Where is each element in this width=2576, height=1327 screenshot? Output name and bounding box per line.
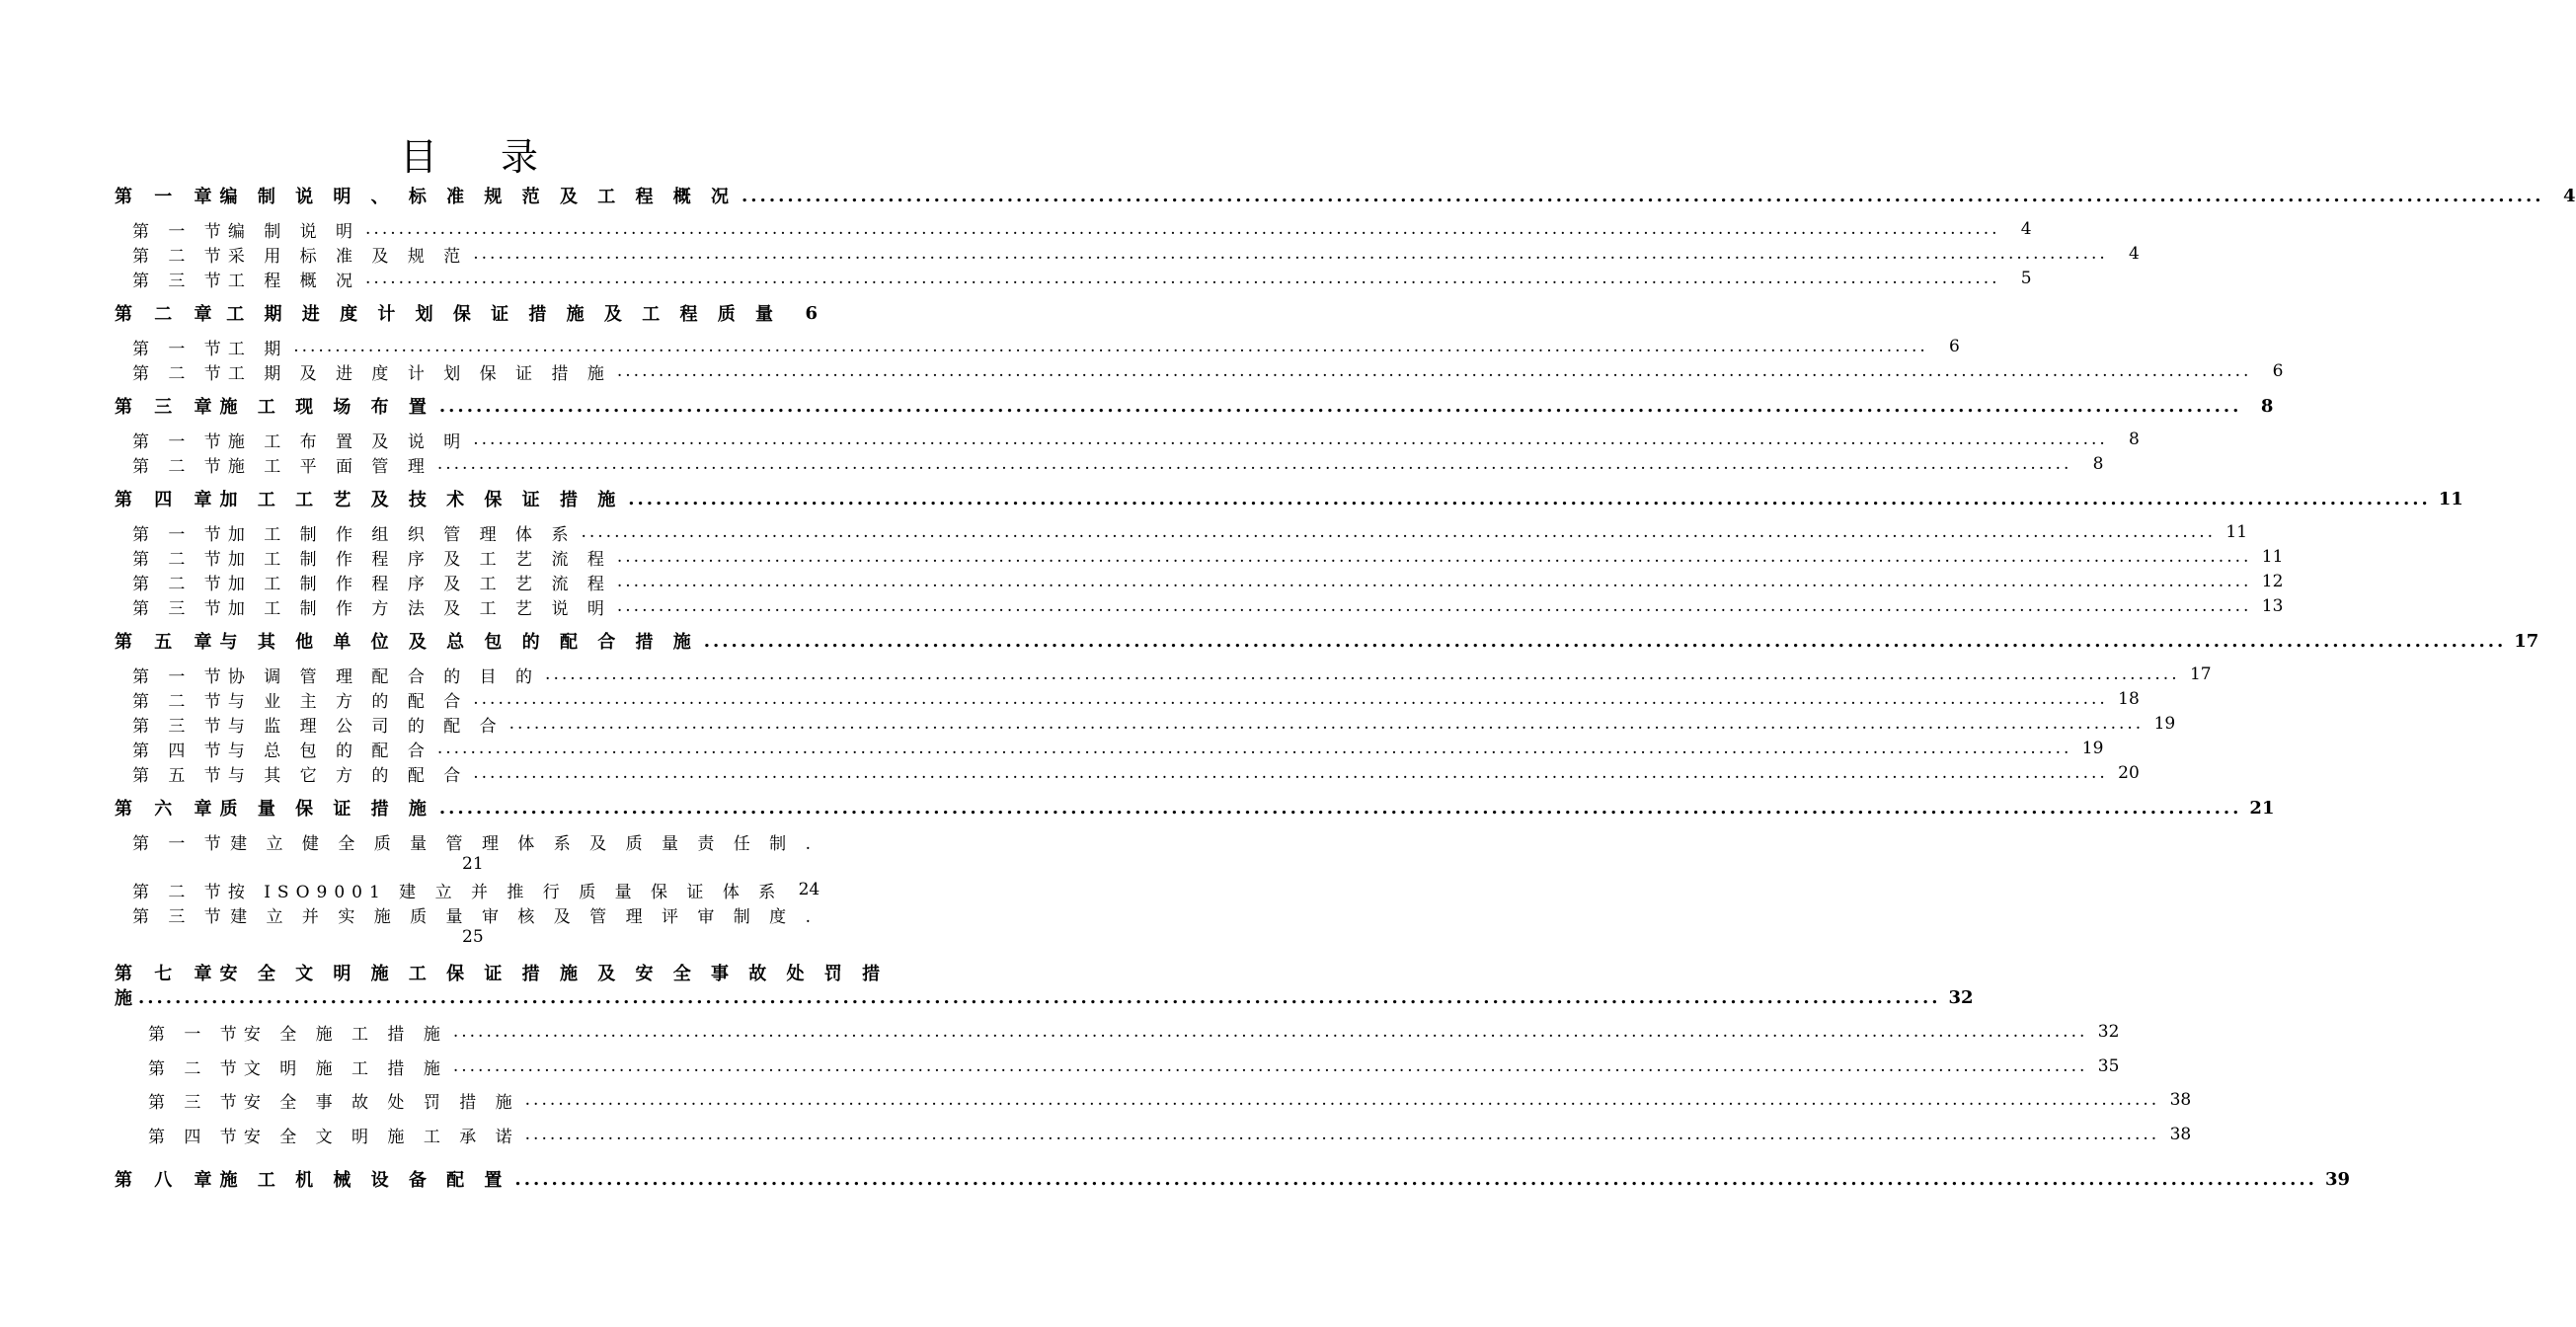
toc-entry-page: 11 — [2438, 488, 2463, 509]
toc-entry-title: 加 工 工 艺 及 技 术 保 证 措 施 — [219, 490, 623, 510]
toc-entry-page: 13 — [2261, 596, 2284, 616]
toc-chapter-entry[interactable] — [115, 795, 2275, 820]
toc-entry-page: 39 — [2324, 1168, 2351, 1190]
toc-section-entry[interactable] — [130, 1054, 2120, 1079]
toc-section-entry[interactable] — [115, 216, 2032, 242]
toc-section-entry[interactable] — [115, 593, 2284, 619]
toc-leader-dots — [473, 244, 2108, 264]
toc-entry-title: 与 业 主 方 的 配 合 — [227, 691, 468, 712]
toc-chapter-entry[interactable] — [115, 183, 2576, 208]
toc-section-entry[interactable] — [115, 266, 2032, 291]
toc-leader-dots — [617, 572, 2252, 591]
toc-entry-page: 38 — [2169, 1090, 2192, 1110]
toc-entry-page: 38 — [2169, 1125, 2192, 1144]
toc-entry-page: 17 — [2189, 664, 2212, 684]
toc-entry-number: 第 三 节 — [132, 906, 228, 927]
toc-entry-number: 第 二 节 — [132, 363, 228, 384]
toc-entry-page: 19 — [2153, 714, 2176, 734]
toc-section-entry[interactable] — [115, 569, 2284, 594]
toc-entry-title: 安 全 施 工 措 施 — [243, 1024, 447, 1045]
toc-section-entry[interactable] — [115, 358, 2284, 384]
toc-entry-number: 第 三 章 — [115, 397, 220, 418]
toc-entry-number: 第 一 章 — [115, 187, 220, 207]
toc-leader-dots — [437, 739, 2072, 758]
toc-entry-page: 17 — [2514, 630, 2539, 652]
toc-entry-title: 协 调 管 理 配 合 的 目 的 — [227, 666, 540, 687]
toc-entry-title: 安 全 文 明 施 工 承 诺 — [243, 1127, 519, 1147]
toc-section-entry[interactable] — [115, 760, 2140, 786]
toc-entry-title-continued: 施 — [115, 988, 132, 1009]
toc-leader-dots — [617, 596, 2252, 616]
toc-leader-dots — [525, 1125, 2160, 1144]
toc-section-entry[interactable] — [115, 686, 2140, 712]
toc-entry-page: 35 — [2097, 1056, 2120, 1076]
toc-entry-page: 21 — [2249, 797, 2275, 819]
toc-entry-page: 4 — [2020, 219, 2032, 239]
toc-entry-title: 按 ISO9001 建 立 并 推 行 质 量 保 证 体 系 — [227, 882, 783, 902]
toc-leader-dots — [514, 1169, 2317, 1190]
toc-entry-page: 18 — [2118, 689, 2140, 709]
toc-entry-page: 6 — [805, 302, 818, 324]
toc-leader-dots — [742, 186, 2544, 206]
toc-entry-title: 施 工 现 场 布 置 — [219, 397, 433, 418]
toc-entry-number: 第 五 节 — [132, 765, 228, 786]
toc-chapter-entry[interactable] — [115, 1166, 2351, 1192]
toc-title-right: 录 — [501, 135, 539, 179]
toc-section-entry[interactable] — [115, 241, 2140, 267]
toc-section-entry[interactable] — [115, 877, 818, 902]
toc-leader-dots — [581, 522, 2216, 542]
toc-entry-page: 8 — [2092, 454, 2104, 474]
toc-entry-page: 24 — [798, 880, 820, 899]
toc-entry-number: 第 二 节 — [132, 574, 228, 594]
toc-entry-title: 加 工 制 作 程 序 及 工 艺 流 程 — [227, 574, 611, 594]
toc-entry-title: 文 明 施 工 措 施 — [243, 1058, 447, 1079]
toc-entry-page: 4 — [2128, 244, 2140, 264]
toc-entry-number: 第 二 节 — [132, 456, 228, 477]
toc-section-entry[interactable] — [115, 711, 2176, 737]
toc-entry-page: 25 — [462, 927, 484, 947]
toc-chapter-entry[interactable] — [115, 486, 2463, 511]
toc-entry-page: 11 — [2225, 522, 2248, 542]
toc-chapter-entry[interactable] — [115, 960, 888, 985]
toc-entry-title: 施 工 平 面 管 理 — [227, 456, 431, 477]
toc-leader-dots — [437, 454, 2072, 474]
toc-entry-page: 32 — [1948, 986, 1974, 1008]
toc-entry-page: 6 — [1948, 337, 1960, 356]
toc-chapter-entry[interactable] — [115, 300, 818, 326]
toc-entry-title: 编 制 说 明 — [227, 221, 360, 242]
toc-entry-page: 32 — [2097, 1022, 2120, 1042]
toc-entry-number: 第 三 节 — [148, 1092, 244, 1113]
toc-chapter-entry[interactable] — [115, 393, 2274, 419]
toc-entry-title: 工 期 — [227, 339, 288, 359]
toc-chapter-entry-continued[interactable] — [115, 984, 1974, 1010]
toc-section-entry[interactable] — [115, 427, 2140, 452]
toc-entry-number: 第 二 节 — [132, 691, 228, 712]
toc-entry-title: 施 工 布 置 及 说 明 — [227, 431, 468, 452]
toc-entry-title: 加 工 制 作 方 法 及 工 艺 说 明 — [227, 598, 611, 619]
toc-entry-number: 第 三 节 — [132, 716, 228, 737]
toc-leader-dots — [525, 1090, 2160, 1110]
toc-leader-dots — [628, 489, 2431, 509]
toc-chapter-entry[interactable] — [115, 628, 2539, 654]
toc-entry-number: 第 一 节 — [132, 221, 228, 242]
toc-leader-dots — [365, 269, 2000, 288]
toc-entry-title: 与 其 他 单 位 及 总 包 的 配 合 措 施 — [219, 632, 698, 653]
toc-entry-title: 编 制 说 明 、 标 准 规 范 及 工 程 概 况 — [219, 187, 737, 207]
toc-entry-number: 第 五 章 — [115, 632, 220, 653]
toc-leader-dots — [545, 664, 2180, 684]
toc-entry-title: 建 立 健 全 质 量 管 理 体 系 及 质 量 责 任 制 . — [230, 833, 818, 854]
toc-entry-number: 第 一 节 — [132, 431, 228, 452]
toc-entry-title: 工 期 进 度 计 划 保 证 措 施 及 工 程 质 量 — [226, 304, 780, 325]
toc-leader-dots — [509, 714, 2145, 734]
toc-entry-title: 工 程 概 况 — [227, 271, 360, 291]
toc-entry-page: 4 — [2563, 185, 2576, 206]
toc-entry-number: 第 二 章 — [115, 304, 220, 325]
toc-entry-number: 第 二 节 — [148, 1058, 244, 1079]
toc-leader-dots — [439, 396, 2242, 417]
toc-entry-number: 第 二 节 — [132, 246, 228, 267]
toc-entry-page: 21 — [462, 854, 484, 874]
toc-entry-title: 与 监 理 公 司 的 配 合 — [227, 716, 504, 737]
toc-section-entry[interactable] — [130, 1122, 2192, 1147]
toc-leader-dots — [453, 1056, 2088, 1076]
toc-entry-number: 第 三 节 — [132, 271, 228, 291]
toc-entry-title: 安 全 事 故 处 罚 措 施 — [243, 1092, 519, 1113]
toc-entry-page: 8 — [2128, 429, 2140, 449]
toc-entry-page: 20 — [2118, 763, 2140, 783]
toc-entry-page: 11 — [2261, 547, 2284, 567]
toc-title — [0, 126, 938, 181]
toc-entry-page: 8 — [2260, 395, 2274, 417]
toc-section-entry[interactable] — [115, 519, 2248, 545]
toc-leader-dots — [473, 763, 2108, 783]
toc-entry-number: 第 六 章 — [115, 799, 220, 820]
toc-entry-number: 第 一 节 — [148, 1024, 244, 1045]
toc-entry-number: 第 四 节 — [132, 741, 228, 761]
toc-section-entry[interactable] — [115, 736, 2104, 761]
toc-entry-title: 安 全 文 明 施 工 保 证 措 施 及 安 全 事 故 处 罚 措 — [219, 964, 888, 984]
toc-entry-number: 第 七 章 — [115, 964, 220, 984]
toc-entry-title: 采 用 标 准 及 规 范 — [227, 246, 468, 267]
toc-leader-dots — [365, 219, 2000, 239]
toc-leader-dots — [617, 361, 2252, 381]
toc-section-entry[interactable] — [130, 1087, 2192, 1113]
toc-section-entry[interactable] — [115, 334, 1960, 359]
toc-leader-dots — [138, 987, 1941, 1008]
toc-entry-title: 质 量 保 证 措 施 — [219, 799, 433, 820]
toc-entry-page: 6 — [2272, 361, 2284, 381]
toc-section-entry[interactable] — [130, 1019, 2120, 1045]
toc-entry-title: 与 总 包 的 配 合 — [227, 741, 431, 761]
toc-leader-dots — [453, 1022, 2088, 1042]
toc-entry-page: 19 — [2081, 739, 2104, 758]
toc-entry-title: 工 期 及 进 度 计 划 保 证 措 施 — [227, 363, 611, 384]
toc-leader-dots — [704, 631, 2507, 652]
toc-entry-number: 第 二 节 — [132, 549, 228, 570]
toc-section-entry[interactable] — [115, 662, 2212, 687]
toc-section-entry[interactable] — [115, 451, 2104, 477]
toc-entry-title: 加 工 制 作 组 织 管 理 体 系 — [227, 524, 576, 545]
toc-section-entry[interactable] — [115, 544, 2284, 570]
toc-section-entry[interactable] — [115, 828, 818, 854]
toc-section-entry[interactable] — [115, 901, 818, 927]
toc-entry-page: 5 — [2020, 269, 2032, 288]
toc-entry-number: 第 二 节 — [132, 882, 228, 902]
toc-entry-number: 第 八 章 — [115, 1170, 220, 1191]
toc-entry-title: 施 工 机 械 设 备 配 置 — [219, 1170, 509, 1191]
toc-title-left: 目 — [399, 135, 437, 179]
toc-entry-title: 加 工 制 作 程 序 及 工 艺 流 程 — [227, 549, 611, 570]
toc-entry-number: 第 一 节 — [132, 524, 228, 545]
toc-entry-number: 第 一 节 — [132, 339, 228, 359]
toc-entry-number: 第 四 章 — [115, 490, 220, 510]
toc-leader-dots — [617, 547, 2252, 567]
toc-leader-dots — [293, 337, 1928, 356]
toc-entry-number: 第 一 节 — [132, 666, 228, 687]
toc-leader-dots — [473, 689, 2108, 709]
toc-leader-dots — [473, 429, 2108, 449]
toc-entry-page: 12 — [2261, 572, 2284, 591]
toc-entry-number: 第 一 节 — [132, 833, 228, 854]
toc-leader-dots — [439, 798, 2242, 819]
toc-entry-title: 与 其 它 方 的 配 合 — [227, 765, 468, 786]
toc-entry-number: 第 四 节 — [148, 1127, 244, 1147]
toc-entry-title: 建 立 并 实 施 质 量 审 核 及 管 理 评 审 制 度 . — [230, 906, 818, 927]
toc-entry-number: 第 三 节 — [132, 598, 228, 619]
